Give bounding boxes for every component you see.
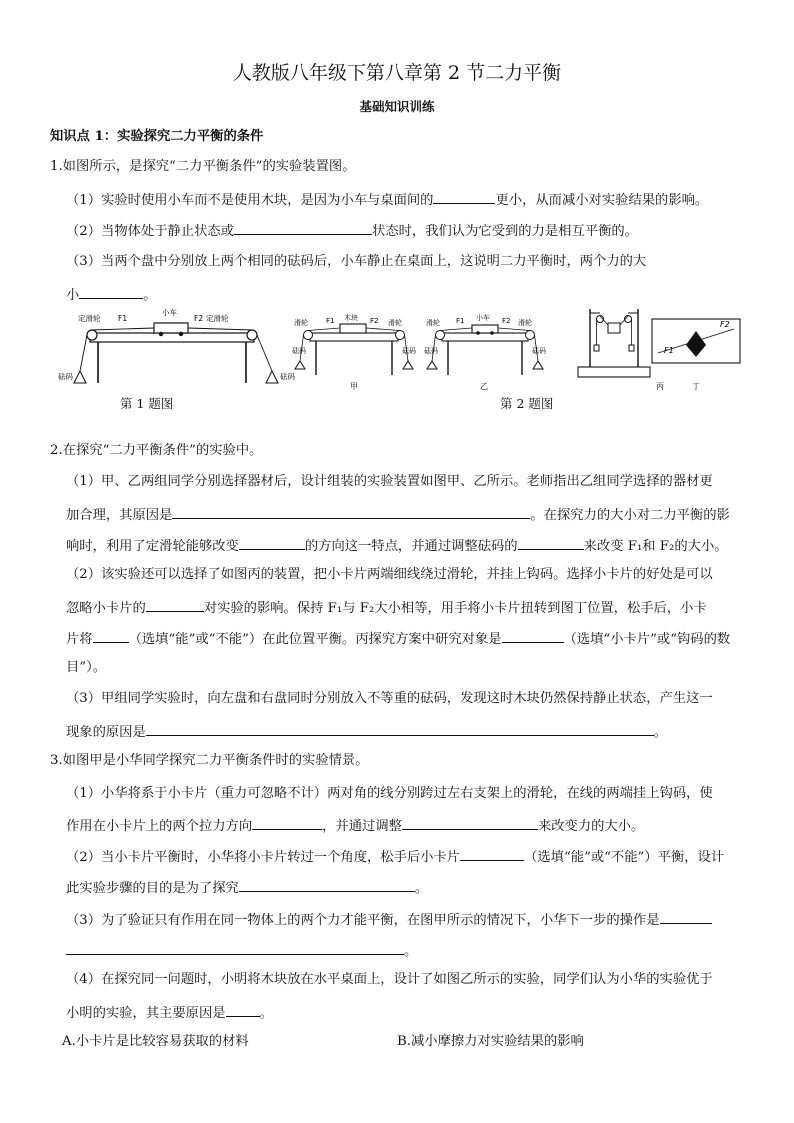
svg-text:F2: F2 xyxy=(502,317,511,325)
svg-text:F1: F1 xyxy=(456,317,465,325)
svg-text:木块: 木块 xyxy=(344,314,358,322)
svg-text:砝码: 砝码 xyxy=(424,347,438,355)
q2-part3: （3）甲组同学实验时，向左盘和右盘同时分别放入不等重的砝码，发现这时木块仍然保持静止状态，产生这一 xyxy=(66,691,713,706)
q3-blank-3[interactable] xyxy=(460,846,524,861)
q3-part4-cont: 小明的实验，其主要原因是 。 xyxy=(66,1002,273,1023)
svg-text:F1: F1 xyxy=(664,346,674,355)
q2-stem: 2.在探究“二力平衡条件”的实验中。 xyxy=(50,443,263,458)
q2-blank-6[interactable] xyxy=(502,628,564,643)
figure-2-bing xyxy=(578,309,664,391)
figure-2-ding xyxy=(652,319,740,391)
q1-part1: （1）实验时使用小车而不是使用木块，是因为小车与桌面间的 更小，从而减小对实验结果的影响。 xyxy=(66,189,708,210)
q3-option-b[interactable]: B.减小摩擦力对实验结果的影响 xyxy=(397,1034,584,1049)
q3-blank-7[interactable] xyxy=(226,1002,260,1017)
label-f1: F1 xyxy=(118,314,128,323)
q2-blank-2[interactable] xyxy=(239,535,305,550)
q1-blank-2[interactable] xyxy=(234,220,372,235)
svg-text:F2: F2 xyxy=(720,320,730,329)
svg-text:F2: F2 xyxy=(370,317,379,325)
q1-blank-3[interactable] xyxy=(79,284,143,299)
svg-text:砝码: 砝码 xyxy=(402,347,416,355)
q1-part3-cont: 小 。 xyxy=(66,284,157,305)
q3-part1-cont: 作用在小卡片上的两个拉力方向 ，并通过调整 来改变力的大小。 xyxy=(66,815,644,836)
q2-part3-cont: 现象的原因是 。 xyxy=(66,721,667,742)
q2-part1-cont2: 响时，利用了定滑轮能够改变 的方向这一特点，并通过调整砝码的 来改变 F₁和 F₂的大小。 xyxy=(66,535,728,556)
q3-part3: （3）为了验证只有作用在同一物体上的两个力才能平衡，在图甲所示的情况下，小华下一步的操作是 xyxy=(66,909,712,930)
figure-2-apparatus xyxy=(292,305,752,395)
svg-text:小车: 小车 xyxy=(476,314,490,322)
figure-2-yi xyxy=(424,313,546,391)
q3-part3-cont: 。 xyxy=(66,940,417,961)
cart xyxy=(154,323,188,333)
cart xyxy=(472,325,498,333)
q3-part4: （4）在探究同一问题时，小明将木块放在水平桌面上，设计了如图乙所示的实验，同学们认为小华的实验优于 xyxy=(66,972,713,987)
label-yi: 乙 xyxy=(480,382,488,391)
page-subtitle: 基础知识训练 xyxy=(359,99,435,114)
label-weight-left: 砝码 xyxy=(58,372,73,381)
q3-blank-2[interactable] xyxy=(402,815,538,830)
q1-blank-1[interactable] xyxy=(433,189,495,204)
q3-part1: （1）小华将系于小卡片（重力可忽略不计）两对角的线分别跨过左右支架上的滑轮，在线的两端挂上钩码，使 xyxy=(66,786,713,801)
q3-blank-6[interactable] xyxy=(66,940,404,955)
q2-part1-cont: 加合理，其原因是 。在探究力的大小对二力平衡的影 xyxy=(66,504,730,525)
weight-pan-left xyxy=(74,371,86,383)
q2-blank-5[interactable] xyxy=(93,628,129,643)
q2-part2-cont3: 目”）。 xyxy=(66,660,107,675)
q2-blank-3[interactable] xyxy=(518,535,584,550)
label-pulley-right: 定滑轮 xyxy=(206,314,229,323)
svg-text:滑轮: 滑轮 xyxy=(294,319,308,327)
q2-blank-7[interactable] xyxy=(146,721,654,736)
svg-text:滑轮: 滑轮 xyxy=(388,319,402,327)
label-f2: F2 xyxy=(194,314,204,323)
svg-text:滑轮: 滑轮 xyxy=(518,319,532,327)
q1-part2: （2）当物体处于静止状态或 状态时，我们认为它受到的力是相互平衡的。 xyxy=(66,220,638,241)
figure-2-caption: 第 2 题图 xyxy=(500,396,554,411)
q3-part2: （2）当小卡片平衡时，小华将小卡片转过一个角度，松手后小卡片 （选填“能”或“不能”）平衡，设计 xyxy=(66,846,724,867)
label-bing: 丙 xyxy=(656,382,664,391)
svg-text:滑轮: 滑轮 xyxy=(426,319,440,327)
svg-text:F1: F1 xyxy=(326,317,335,325)
svg-text:砝码: 砝码 xyxy=(292,347,306,355)
q3-blank-5[interactable] xyxy=(660,909,712,924)
label-cart: 小车 xyxy=(162,308,177,317)
svg-text:砝码: 砝码 xyxy=(532,347,546,355)
q2-part2-cont: 忽略小卡片的 对实验的影响。保持 F₁与 F₂大小相等，用手将小卡片扭转到图丁位置，松手后，小卡 xyxy=(66,597,707,618)
q3-blank-1[interactable] xyxy=(252,815,322,830)
label-jia: 甲 xyxy=(350,382,358,391)
q2-blank-4[interactable] xyxy=(146,597,204,612)
table-top xyxy=(90,333,254,342)
q2-part2: （2）该实验还可以选择了如图丙的装置，把小卡片两端细线绕过滑轮，并挂上钩码。选择小卡片的好处是可以 xyxy=(66,567,713,582)
block xyxy=(340,324,366,333)
knowledge-point-heading: 知识点 1：实验探究二力平衡的条件 xyxy=(50,129,264,144)
figure-2-jia xyxy=(292,313,416,391)
label-pulley-left: 定滑轮 xyxy=(78,314,101,323)
q3-blank-4[interactable] xyxy=(239,877,415,892)
pulley-left xyxy=(87,330,97,340)
q2-part1: （1）甲、乙两组同学分别选择器材后，设计组装的实验装置如图甲、乙所示。老师指出乙组同学选择的器材更 xyxy=(66,474,713,489)
q3-part2-cont: 此实验步骤的目的是为了探究 。 xyxy=(66,877,428,898)
q1-part3: （3）当两个盘中分别放上两个相同的砝码后，小车静止在桌面上，这说明二力平衡时，两个力的大 xyxy=(66,254,647,269)
figure-1-caption: 第 1 题图 xyxy=(120,396,174,411)
page-title: 人教版八年级下第八章第 2 节二力平衡 xyxy=(232,62,562,84)
q1-stem: 1.如图所示，是探究“二力平衡条件”的实验装置图。 xyxy=(50,159,356,174)
weight-pan-right xyxy=(266,371,278,383)
q3-option-a[interactable]: A.小卡片是比较容易获取的材料 xyxy=(62,1034,249,1049)
label-ding: 丁 xyxy=(692,382,700,391)
label-weight-right: 砝码 xyxy=(280,372,295,381)
q2-part2-cont2: 片将 （选填“能”或“不能”）在此位置平衡。丙探究方案中研究对象是 （选填“小卡片”或“钩码的数 xyxy=(66,628,730,649)
pulley-right xyxy=(247,330,257,340)
q3-stem: 3.如图甲是小华同学探究二力平衡条件时的实验情景。 xyxy=(50,753,369,768)
figure-1-cart-apparatus xyxy=(58,305,298,390)
q2-blank-1[interactable] xyxy=(172,504,530,519)
